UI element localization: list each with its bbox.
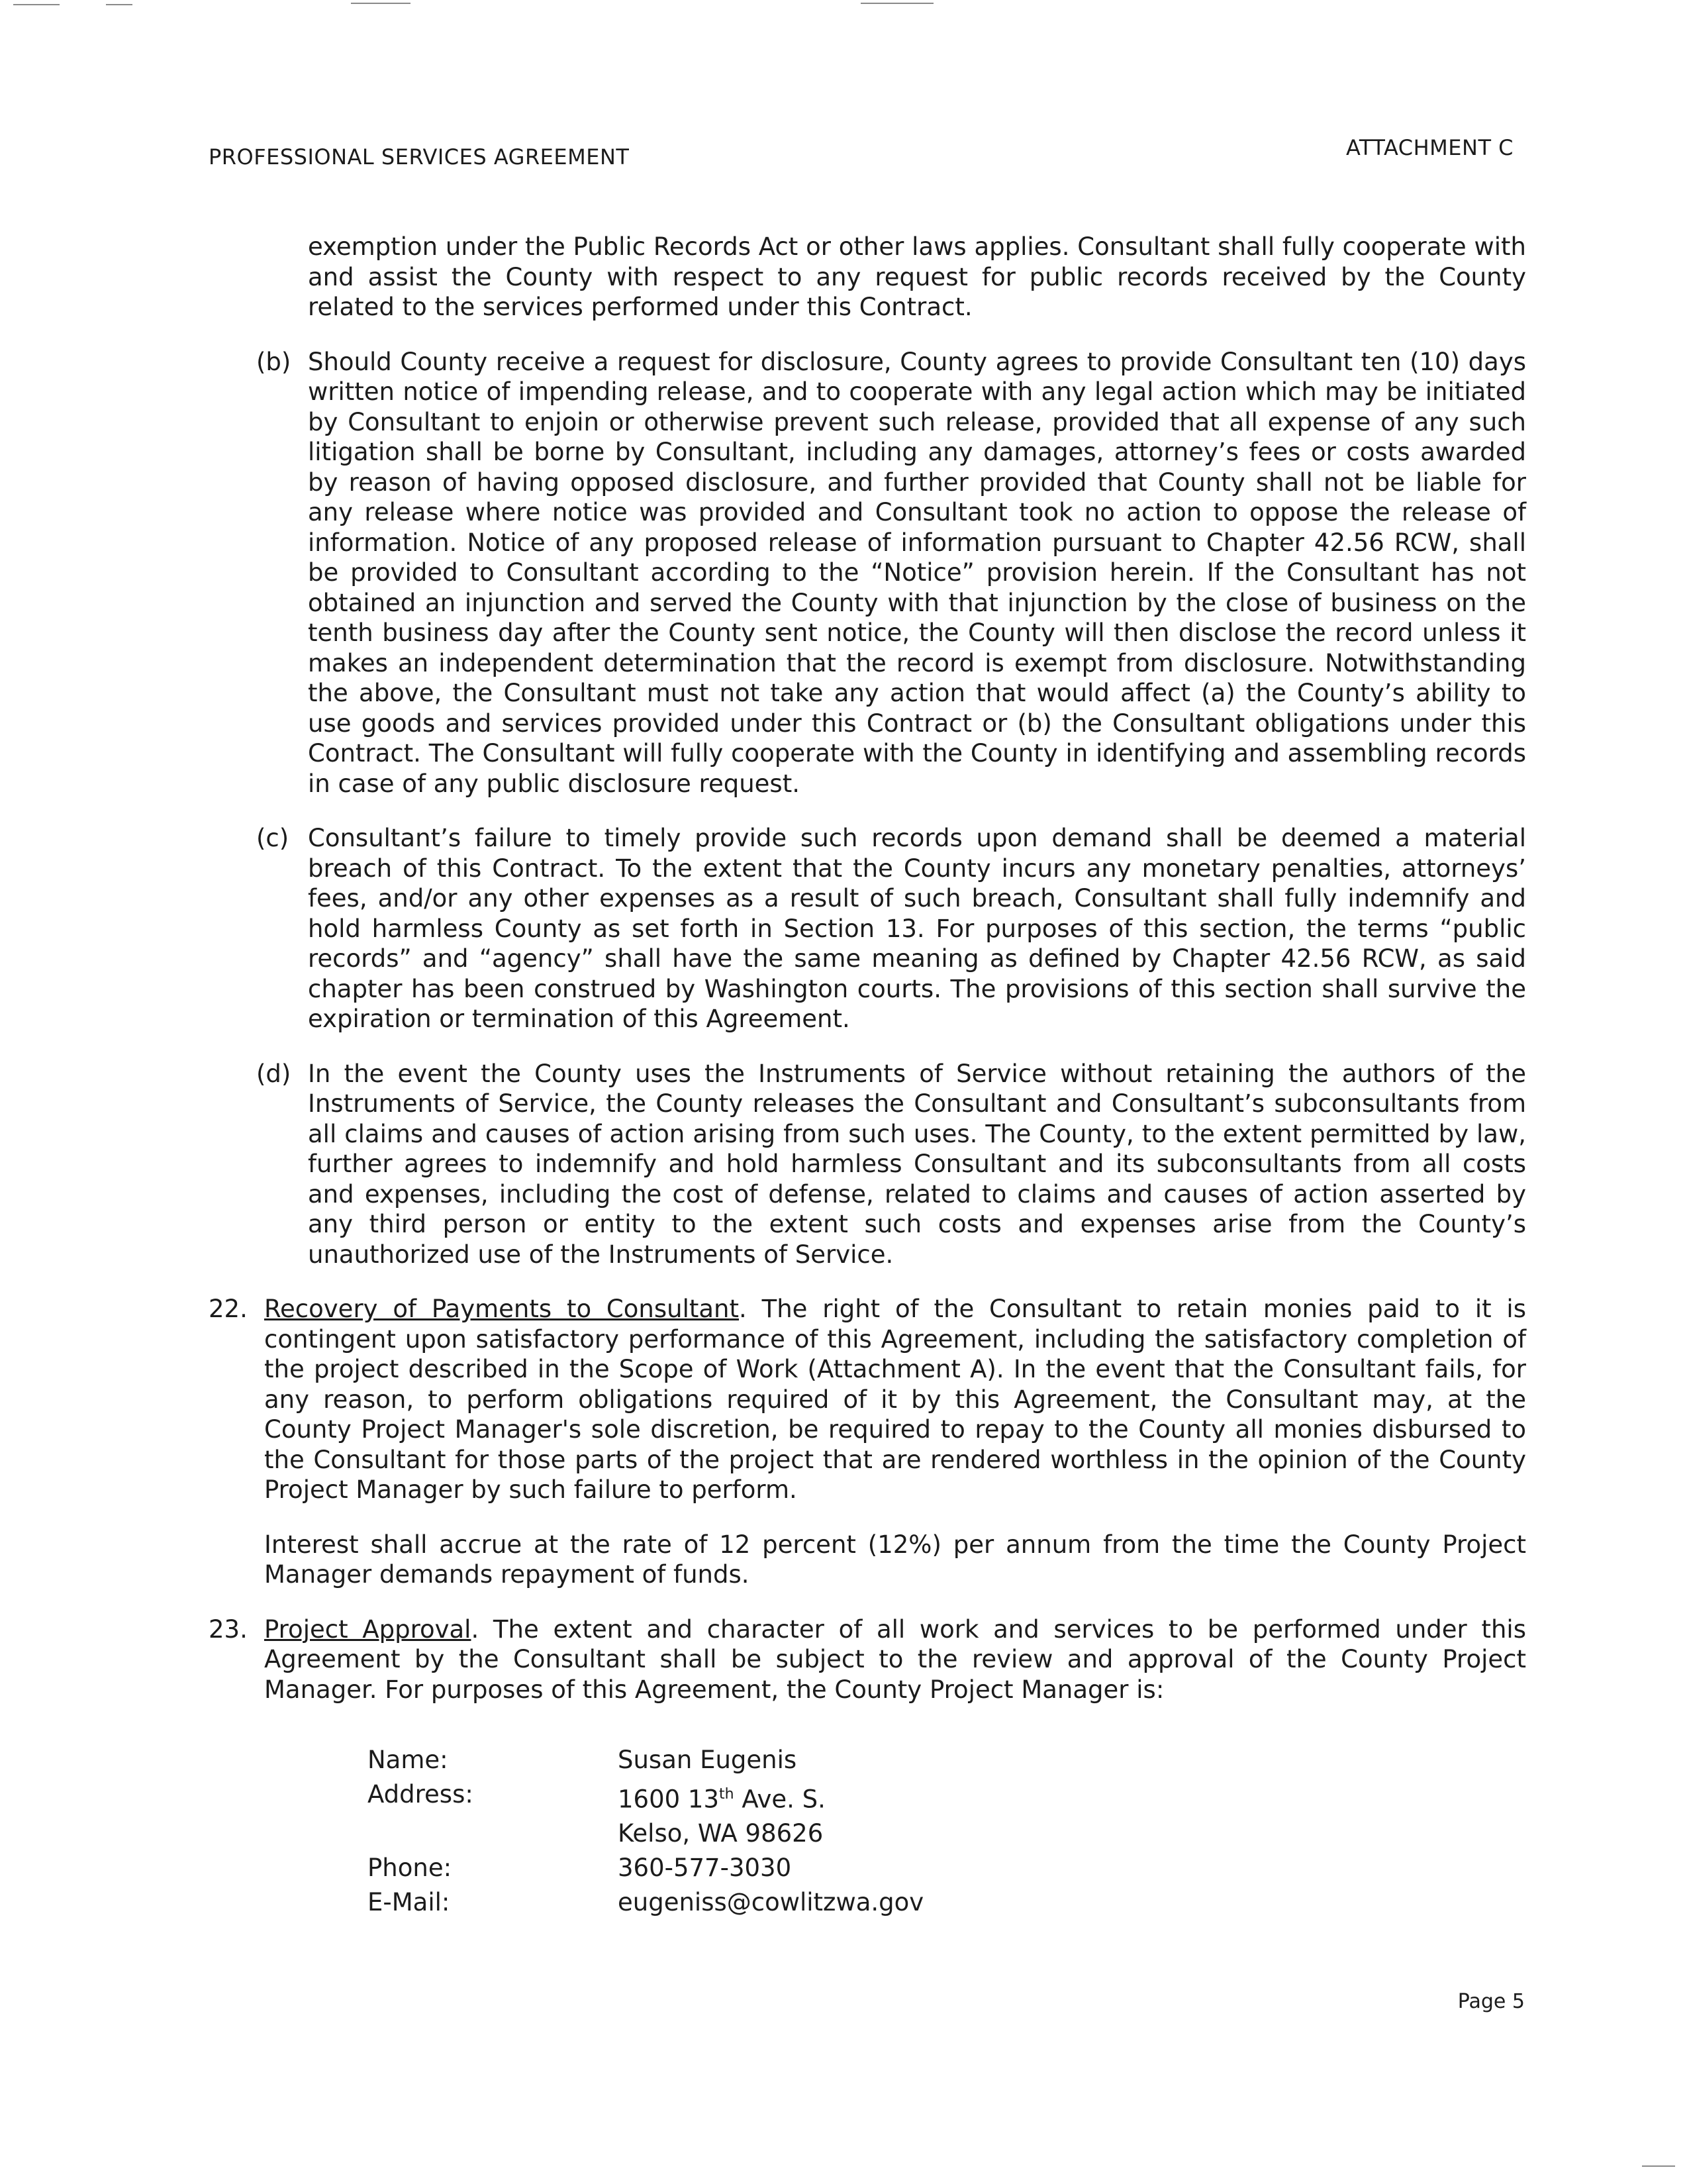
section-23-text: . The extent and character of all work and services to be performed under this Agreement by the Consultant shall be subject to the review and approval of the County Project Manager. For purposes of this Agreement, the County Project Manager is:	[264, 1614, 1526, 1704]
contact-label: Phone:	[367, 1854, 452, 1883]
scan-artifact	[13, 4, 60, 5]
section-22-content	[264, 1294, 1526, 1590]
section-23-paragraph	[264, 1614, 1526, 1705]
contact-label-empty	[367, 1816, 618, 1851]
section-23-title: Project Approval	[264, 1614, 471, 1644]
contact-row-address	[367, 1777, 1526, 1816]
scan-artifact	[351, 3, 410, 4]
subsection-text: Should County receive a request for disclosure, County agrees to provide Consultant ten (10) days written notice of impending release, and to cooperate with any legal action which may be initiated by Consultant to enjoin or otherwise prevent such release, provided that all expense of any such litigation shall be borne by Consultant, including any damages, attorney’s fees or costs awarded by reason of having opposed disclosure, and further provided that County shall not be liable for any release where notice was provided and Consultant took no action to oppose the release of information. Notice of any proposed release of information pursuant to Chapter 42.56 RCW, shall be provided to Consultant according to the “Notice” provision herein. If the Consultant has not obtained an injunction and served the County with that injunction by the close of business on the tenth business day after the County sent notice, the County will then disclose the record unless it makes an independent determination that the record is exempt from disclosure. Notwithstanding the above, the Consultant must not take any action that would affect (a) the County’s ability to use goods and services provided under this Contract or (b) the Consultant obligations under this Contract. The Consultant will fully cooperate with the County in identifying and assembling records in case of any public disclosure request.	[308, 347, 1526, 798]
contact-row-phone	[367, 1851, 1526, 1885]
section-22	[209, 1294, 1526, 1590]
section-number: 23.	[209, 1614, 248, 1644]
continuation-paragraph: exemption under the Public Records Act or other laws applies. Consultant shall fully cooperate with and assist the County with respect to any request for public records received by the County related to the services performed under this Contract.	[308, 232, 1526, 321]
subsection-marker: (c)	[256, 824, 289, 852]
section-23-content	[264, 1614, 1526, 1705]
contact-address	[618, 1777, 1526, 1816]
document-header-title: PROFESSIONAL SERVICES AGREEMENT	[209, 144, 630, 170]
section-22-paragraph	[264, 1294, 1526, 1505]
section-22-title: Recovery of Payments to Consultant	[264, 1295, 740, 1323]
contact-city: Kelso, WA 98626	[618, 1819, 824, 1848]
subsection-d	[256, 1059, 1526, 1270]
subsection-text: Consultant’s failure to timely provide such records upon demand shall be deemed a material breach of this Contract. To the extent that the County incurs any monetary penalties, attorneys’ fees, and/or any other expenses as a result of such breach, Consultant shall fully indemnify and hold harmless County as set forth in Section 13. For purposes of this section, the terms “public records” and “agency” shall have the same meaning as defined by Chapter 42.56 RCW, as said chapter has been construed by Washington courts. The provisions of this section shall survive the expiration or termination of this Agreement.	[308, 824, 1526, 1033]
subsection-text: In the event the County uses the Instruments of Service without retaining the authors of the Instruments of Service, the County releases the Consultant and Consultant’s subconsultants from all claims and causes of action arising from such uses. The County, to the extent permitted by law, further agrees to indemnify and hold harmless Consultant and its subconsultants from all costs and expenses, including the cost of defense, related to claims and causes of action asserted by any third person or entity to the extent such costs and expenses arise from the County’s unauthorized use of the Instruments of Service.	[308, 1059, 1526, 1269]
contact-name: Susan Eugenis	[618, 1746, 797, 1774]
contact-phone: 360-577-3030	[618, 1854, 792, 1883]
contact-row-email	[367, 1885, 1526, 1920]
section-23	[209, 1614, 1526, 1705]
subsection-c	[256, 823, 1526, 1034]
project-manager-contact	[367, 1743, 1526, 1920]
contact-row-name	[367, 1743, 1526, 1777]
scan-artifact	[1642, 2165, 1675, 2167]
address-street: Ave. S.	[734, 1785, 826, 1814]
contact-label: Address:	[367, 1780, 473, 1809]
attachment-label: ATTACHMENT C	[1345, 135, 1514, 160]
address-ordinal: th	[719, 1786, 734, 1803]
contact-label: Name:	[367, 1746, 448, 1774]
subsection-b	[256, 347, 1526, 799]
section-22-text: . The right of the Consultant to retain monies paid to it is contingent upon satisfactory performance of this Agreement, including the satisfactory completion of the project described in the Scope of Work (Attachment A). In the event that the Consultant fails, for any reason, to perform obligations required of it by this Agreement, the Consultant may, at the County Project Manager's sole discretion, be required to repay to the County all monies disbursed to the Consultant for those parts of the project that are rendered worthless in the opinion of the County Project Manager by such failure to perform.	[264, 1295, 1526, 1504]
subsection-marker: (b)	[256, 347, 291, 376]
address-number: 1600 13	[618, 1785, 720, 1814]
section-number: 22.	[209, 1295, 248, 1323]
scan-artifact	[861, 3, 934, 4]
scan-artifact	[106, 4, 132, 5]
subsection-marker: (d)	[256, 1059, 291, 1088]
page-number: Page 5	[1457, 1990, 1525, 2013]
interest-paragraph: Interest shall accrue at the rate of 12 percent (12%) per annum from the time the County Project Manager demands repayment of funds.	[264, 1530, 1526, 1589]
contact-email: eugeniss@cowlitzwa.gov	[618, 1888, 924, 1917]
document-body	[209, 232, 1526, 1920]
contact-row-address-2	[367, 1816, 1526, 1851]
contact-label: E-Mail:	[367, 1888, 450, 1917]
